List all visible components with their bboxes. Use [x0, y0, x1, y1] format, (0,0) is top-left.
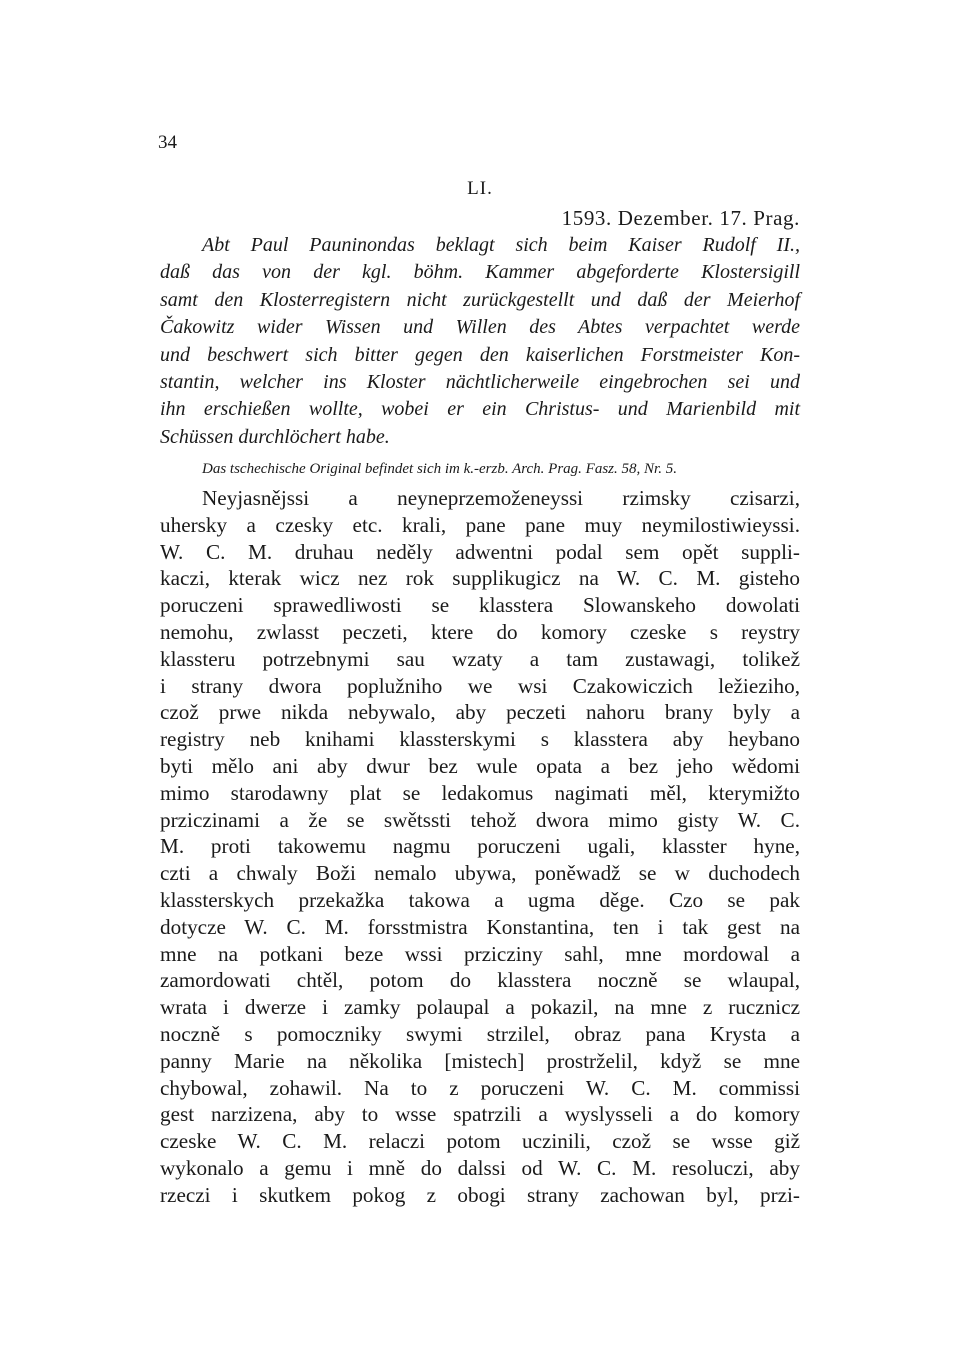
transcription-line: mimo starodawny plat se ledakomus nagimati měl, kterymižto — [160, 780, 800, 805]
transcription-line: klassterskych przekažka takowa a ugma děge. Czo se pak — [160, 887, 800, 912]
transcription-line: poruczeni sprawedliwosti se klasstera Slowanskeho dowolati — [160, 593, 800, 618]
transcription-line: dotycze W. C. M. forsstmistra Konstantina, ten i tak gest na — [160, 914, 800, 939]
transcription-line: panny Marie na několika [mistech] prostrželil, když se mne — [160, 1048, 800, 1073]
transcription-line: kaczi, kterak wicz nez rok supplikugicz na W. C. M. gisteho — [160, 566, 800, 591]
transcription-line: byti mělo ani aby dwur bez wule opata a bez jeho wědomi — [160, 753, 800, 778]
transcription-line: W. C. M. druhau neděly adwentni podal sem opět suppli- — [160, 539, 800, 564]
summary-line: Čakowitz wider Wissen und Willen des Abtes verpachtet werde — [160, 316, 800, 339]
transcription-line: gest narzizena, aby to wsse spatrzili a wyslysseli a do komory — [160, 1102, 800, 1127]
document-number: LI. — [467, 178, 493, 199]
transcription-line: mne na potkani beze wssi prziczinу sahl, mne mordowal a — [160, 941, 800, 966]
transcription-line: i strany dwora poplužniho we wsi Czakowiczich ležieziho, — [160, 673, 800, 698]
summary-line: samt den Klosterregistern nicht zurückgestellt und daß der Meierhof — [160, 288, 800, 311]
transcription-line: noczně s pomoczniky swymi strzilel, obraz pana Krysta a — [160, 1021, 800, 1046]
transcription-line: M. proti takowemu nagmu poruczeni ugali, klasster hyne, — [160, 834, 800, 859]
page-number: 34 — [158, 132, 177, 153]
transcription-line: uhersky a czesky etc. krali, pane pane muy neymilostiwieyssi. — [160, 512, 800, 537]
dateline: 1593. Dezember. 17. Prag. — [561, 206, 800, 230]
transcription-line: klassteru potrzebnymi sau wzaty a tam zustawagi, tolikež — [160, 646, 800, 671]
summary-line: und beschwert sich bitter gegen den kaiserlichen Forstmeister Kon- — [160, 343, 800, 366]
transcription-line: chybowal, zohawil. Na to z poruczeni W. C. M. commissi — [160, 1075, 800, 1100]
summary-line: daß das von der kgl. böhm. Kammer abgeforderte Klostersigill — [160, 261, 800, 284]
transcription-line: czeske W. C. M. relaczi potom uczinili, czož se wsse giž — [160, 1129, 800, 1154]
transcription-paragraph — [160, 485, 800, 1209]
transcription-line: prziczinami a že se swětssti tehož dwora mimo gisty W. C. — [160, 807, 800, 832]
summary-line: stantin, welcher ins Kloster nächtlicherweile eingebrochen sei und — [160, 371, 800, 394]
summary-line: Schüssen durchlöchert habe. — [160, 425, 390, 448]
transcription-line: zamordowati chtěl, potom do klasstera noczně se wlaupal, — [160, 968, 800, 993]
transcription-line: czti a chwaly Boži nemalo ubywa, poněwadž se w duchodech — [160, 861, 800, 886]
summary-line: Abt Paul Pauninondas beklagt sich beim Kaiser Rudolf II., — [202, 234, 800, 256]
transcription-line: wrata i dwerze i zamky polaupal a pokazil, na mne z rucznicz — [160, 995, 800, 1020]
transcription-line: Neyjasnějssi a neyneprzemoženeyssi rzimsky czisarzi, — [202, 486, 800, 510]
transcription-line: rzeczi i skutkem pokog z obogi strany zachowan byl, przi- — [160, 1182, 800, 1207]
transcription-line: czož prwe nikda nebywalo, aby peczeti nahoru brany byly a — [160, 700, 800, 725]
transcription-line: wykonalo a gemu i mně do dalssi od W. C. M. resoluczi, aby — [160, 1155, 800, 1180]
source-note: Das tschechische Original befindet sich im k.-erzb. Arch. Prag. Fasz. 58, Nr. 5. — [202, 461, 677, 477]
summary-line: ihn erschießen wollte, wobei er ein Christus- und Marienbild mit — [160, 398, 800, 421]
summary-paragraph — [160, 232, 800, 451]
transcription-line: registry neb knihami klassterskymi s klasstera aby heybano — [160, 727, 800, 752]
transcription-line: nemohu, zwlasst peczeti, ktere do komory czeske s reystry — [160, 619, 800, 644]
